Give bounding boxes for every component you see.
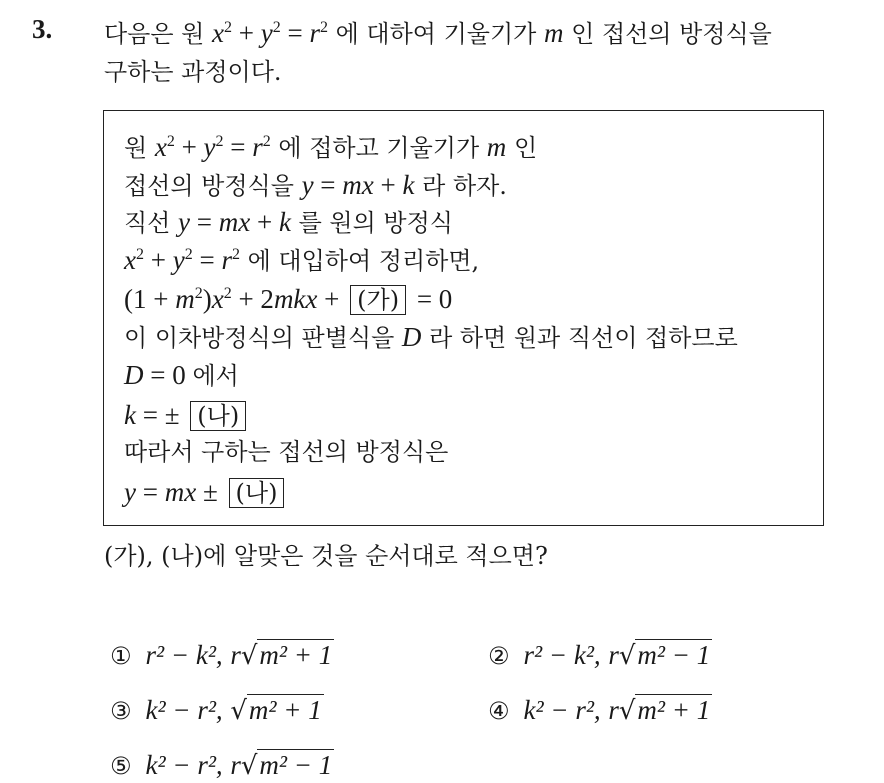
box-line-4: $x^2 + y^2 = r^2$ 에 대입하여 정리하면, — [124, 245, 480, 275]
blank-ga: (가) — [350, 285, 406, 315]
box-line-2: 접선의 방정식을 y = mx + k 라 하자. — [124, 170, 507, 200]
blank-na-2: (나) — [229, 478, 285, 508]
circle-equation: $x^2 + y^2 = r^2$ — [212, 18, 328, 48]
stem-text-1: 다음은 원 — [104, 20, 205, 48]
box-line-7: D = 0 에서 — [124, 360, 239, 390]
solution-box — [103, 110, 824, 526]
stem-text-2: 에 대하여 기울기가 — [335, 20, 537, 48]
stem-text-3: 인 접선의 방정식을 — [571, 20, 772, 48]
problem-number: 3. — [32, 14, 53, 44]
box-line-5: $(1 + m^2)x^2 + 2mkx$ + (가) = 0 — [124, 284, 453, 314]
box-line-6: 이 이차방정식의 판별식을 D 라 하면 원과 직선이 접하므로 — [124, 322, 738, 352]
choice-1[interactable]: ① r² − k², r√m² + 1 — [110, 640, 333, 671]
box-line-8: k = ± (나) — [124, 399, 250, 432]
blank-na-1: (나) — [190, 401, 246, 431]
choice-4[interactable]: ④ k² − r², r√m² + 1 — [488, 695, 711, 726]
choice-2[interactable]: ② r² − k², r√m² − 1 — [488, 640, 711, 671]
box-line-10: y = mx ± (나) — [124, 476, 288, 509]
stem-text-4: 구하는 과정이다. — [104, 58, 282, 86]
slope-symbol: m — [543, 18, 564, 48]
question-text: (가), (나)에 알맞은 것을 순서대로 적으면? — [104, 542, 548, 570]
box-line-9: 따라서 구하는 접선의 방정식은 — [124, 438, 449, 466]
choice-5[interactable]: ⑤ k² − r², r√m² − 1 — [110, 750, 333, 781]
choice-3[interactable]: ③ k² − r², √m² + 1 — [110, 695, 322, 726]
box-line-1: 원 $x^2 + y^2 = r^2$ 에 접하고 기울기가 m 인 — [124, 132, 538, 162]
box-line-3: 직선 y = mx + k 를 원의 방정식 — [124, 207, 453, 237]
problem-stem — [104, 14, 874, 91]
